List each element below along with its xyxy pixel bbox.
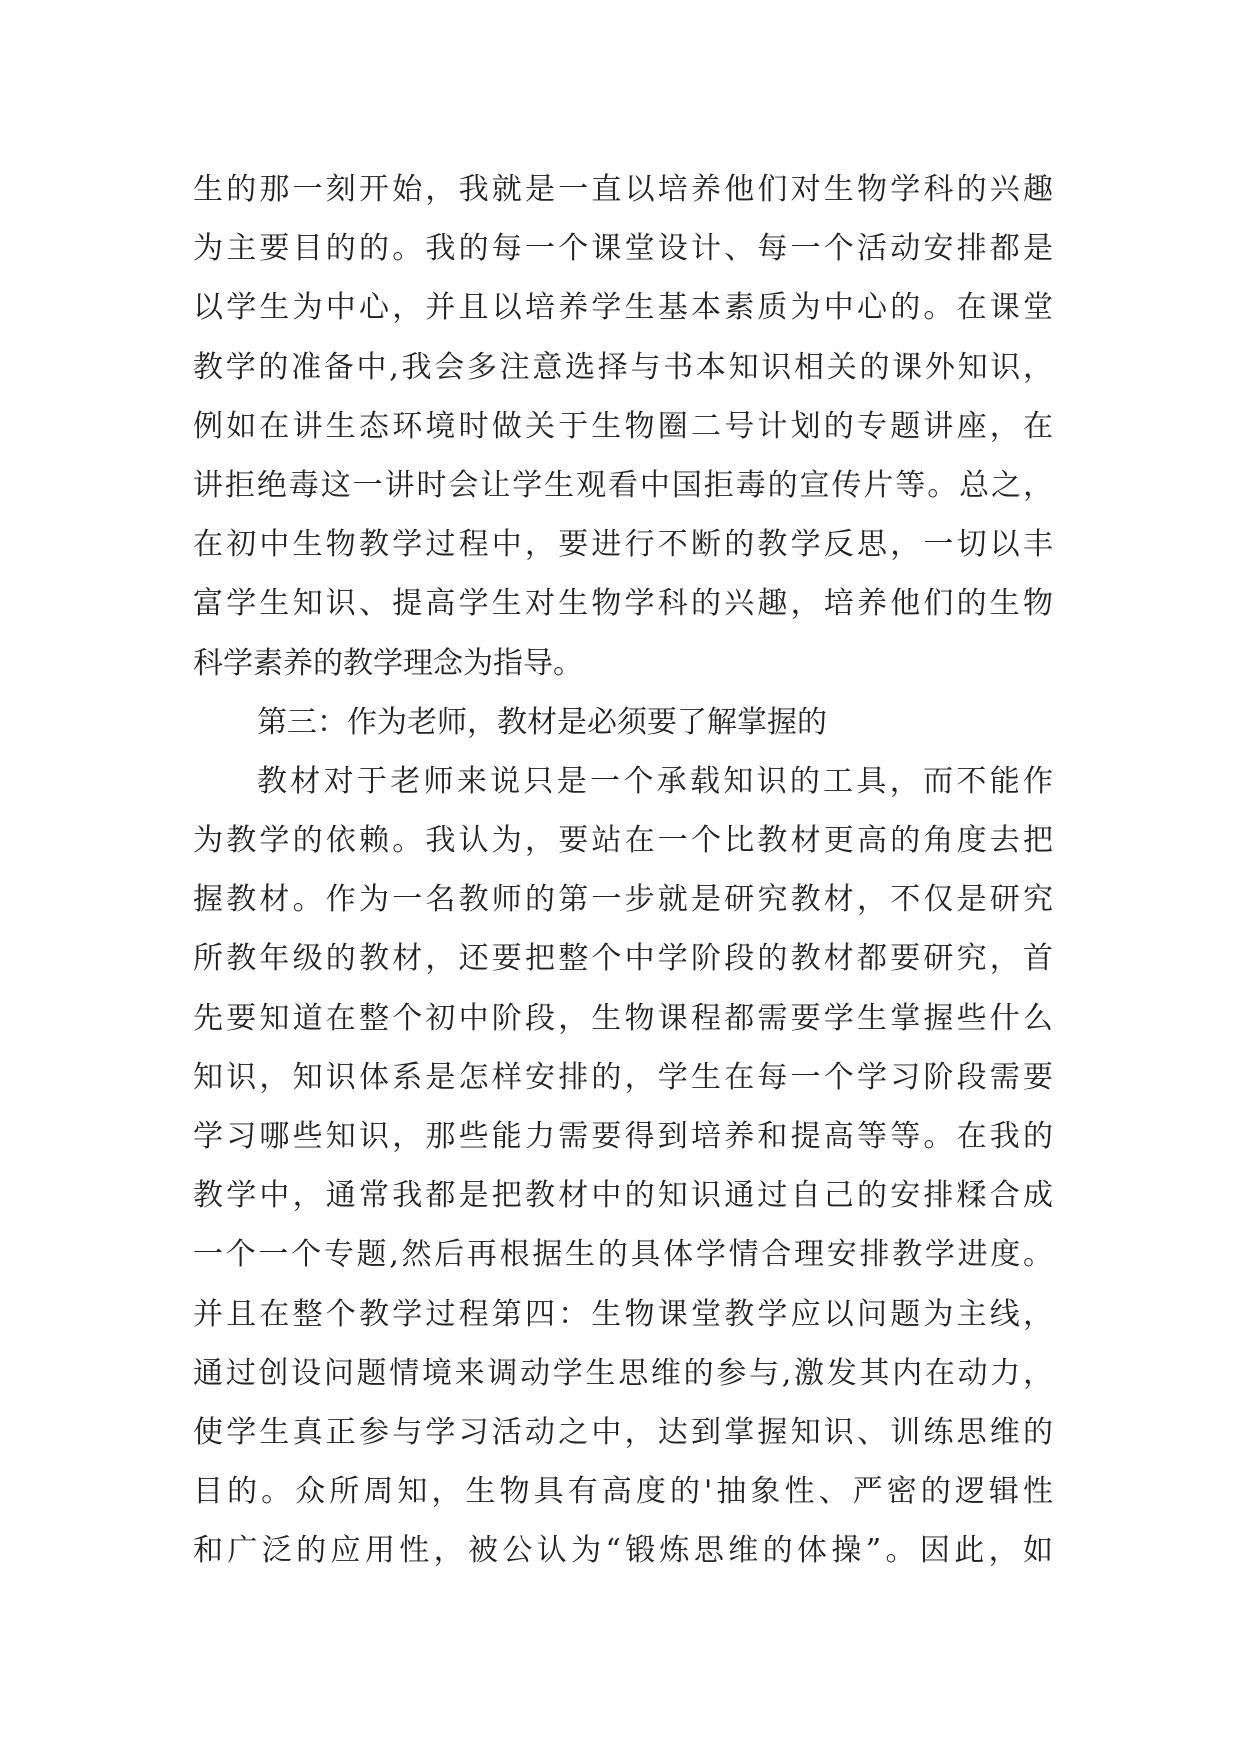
paragraph-line: 以学生为中心，并且以培养学生基本素质为中心的。在课堂 bbox=[193, 290, 1053, 326]
paragraph-line: 科学素养的教学理念为指导。 bbox=[193, 645, 583, 681]
paragraph-line: 生的那一刻开始，我就是一直以培养他们对生物学科的兴趣 bbox=[193, 172, 1053, 207]
paragraph-line: 和广泛的应用性，被公认为“锻炼思维的体操”。因此，如 bbox=[193, 1533, 1053, 1569]
paragraph-line: 一个一个专题,然后再根据生的具体学情合理安排教学进度。 bbox=[193, 1237, 1053, 1273]
paragraph-line: 教学中，通常我都是把教材中的知识通过自己的安排糅合成 bbox=[193, 1178, 1053, 1214]
body-text bbox=[193, 160, 1053, 1581]
paragraph-line: 讲拒绝毒这一讲时会让学生观看中国拒毒的宣传片等。总之， bbox=[193, 467, 1053, 503]
paragraph-line: 目的。众所周知，生物具有高度的'抽象性、严密的逻辑性 bbox=[193, 1474, 1053, 1510]
paragraph-line: 富学生知识、提高学生对生物学科的兴趣，培养他们的生物 bbox=[193, 586, 1053, 622]
paragraph-line: 握教材。作为一名教师的第一步就是研究教材，不仅是研究 bbox=[193, 882, 1053, 918]
paragraph-line: 先要知道在整个初中阶段，生物课程都需要学生掌握些什么 bbox=[193, 1000, 1053, 1036]
paragraph-line: 知识，知识体系是怎样安排的，学生在每一个学习阶段需要 bbox=[193, 1059, 1053, 1095]
paragraph-line: 使学生真正参与学习活动之中，达到掌握知识、训练思维的 bbox=[193, 1414, 1053, 1450]
paragraph-line: 为主要目的的。我的每一个课堂设计、每一个活动安排都是 bbox=[193, 231, 1053, 267]
paragraph-line: 教材对于老师来说只是一个承载知识的工具，而不能作 bbox=[257, 763, 1053, 799]
paragraph-line: 并且在整个教学过程第四：生物课堂教学应以问题为主线， bbox=[193, 1296, 1053, 1332]
paragraph-line: 所教年级的教材，还要把整个中学阶段的教材都要研究，首 bbox=[193, 941, 1053, 977]
paragraph-line: 为教学的依赖。我认为，要站在一个比教材更高的角度去把 bbox=[193, 823, 1053, 859]
paragraph-line: 在初中生物教学过程中，要进行不断的教学反思，一切以丰 bbox=[193, 527, 1053, 563]
paragraph-line: 例如在讲生态环境时做关于生物圈二号计划的专题讲座，在 bbox=[193, 408, 1053, 444]
paragraph-line: 学习哪些知识，那些能力需要得到培养和提高等等。在我的 bbox=[193, 1119, 1053, 1154]
section-heading: 第三：作为老师，教材是必须要了解掌握的 bbox=[257, 704, 827, 740]
paragraph-line: 通过创设问题情境来调动学生思维的参与,激发其内在动力， bbox=[193, 1355, 1053, 1391]
paragraph-line: 教学的准备中,我会多注意选择与书本知识相关的课外知识， bbox=[193, 349, 1053, 385]
